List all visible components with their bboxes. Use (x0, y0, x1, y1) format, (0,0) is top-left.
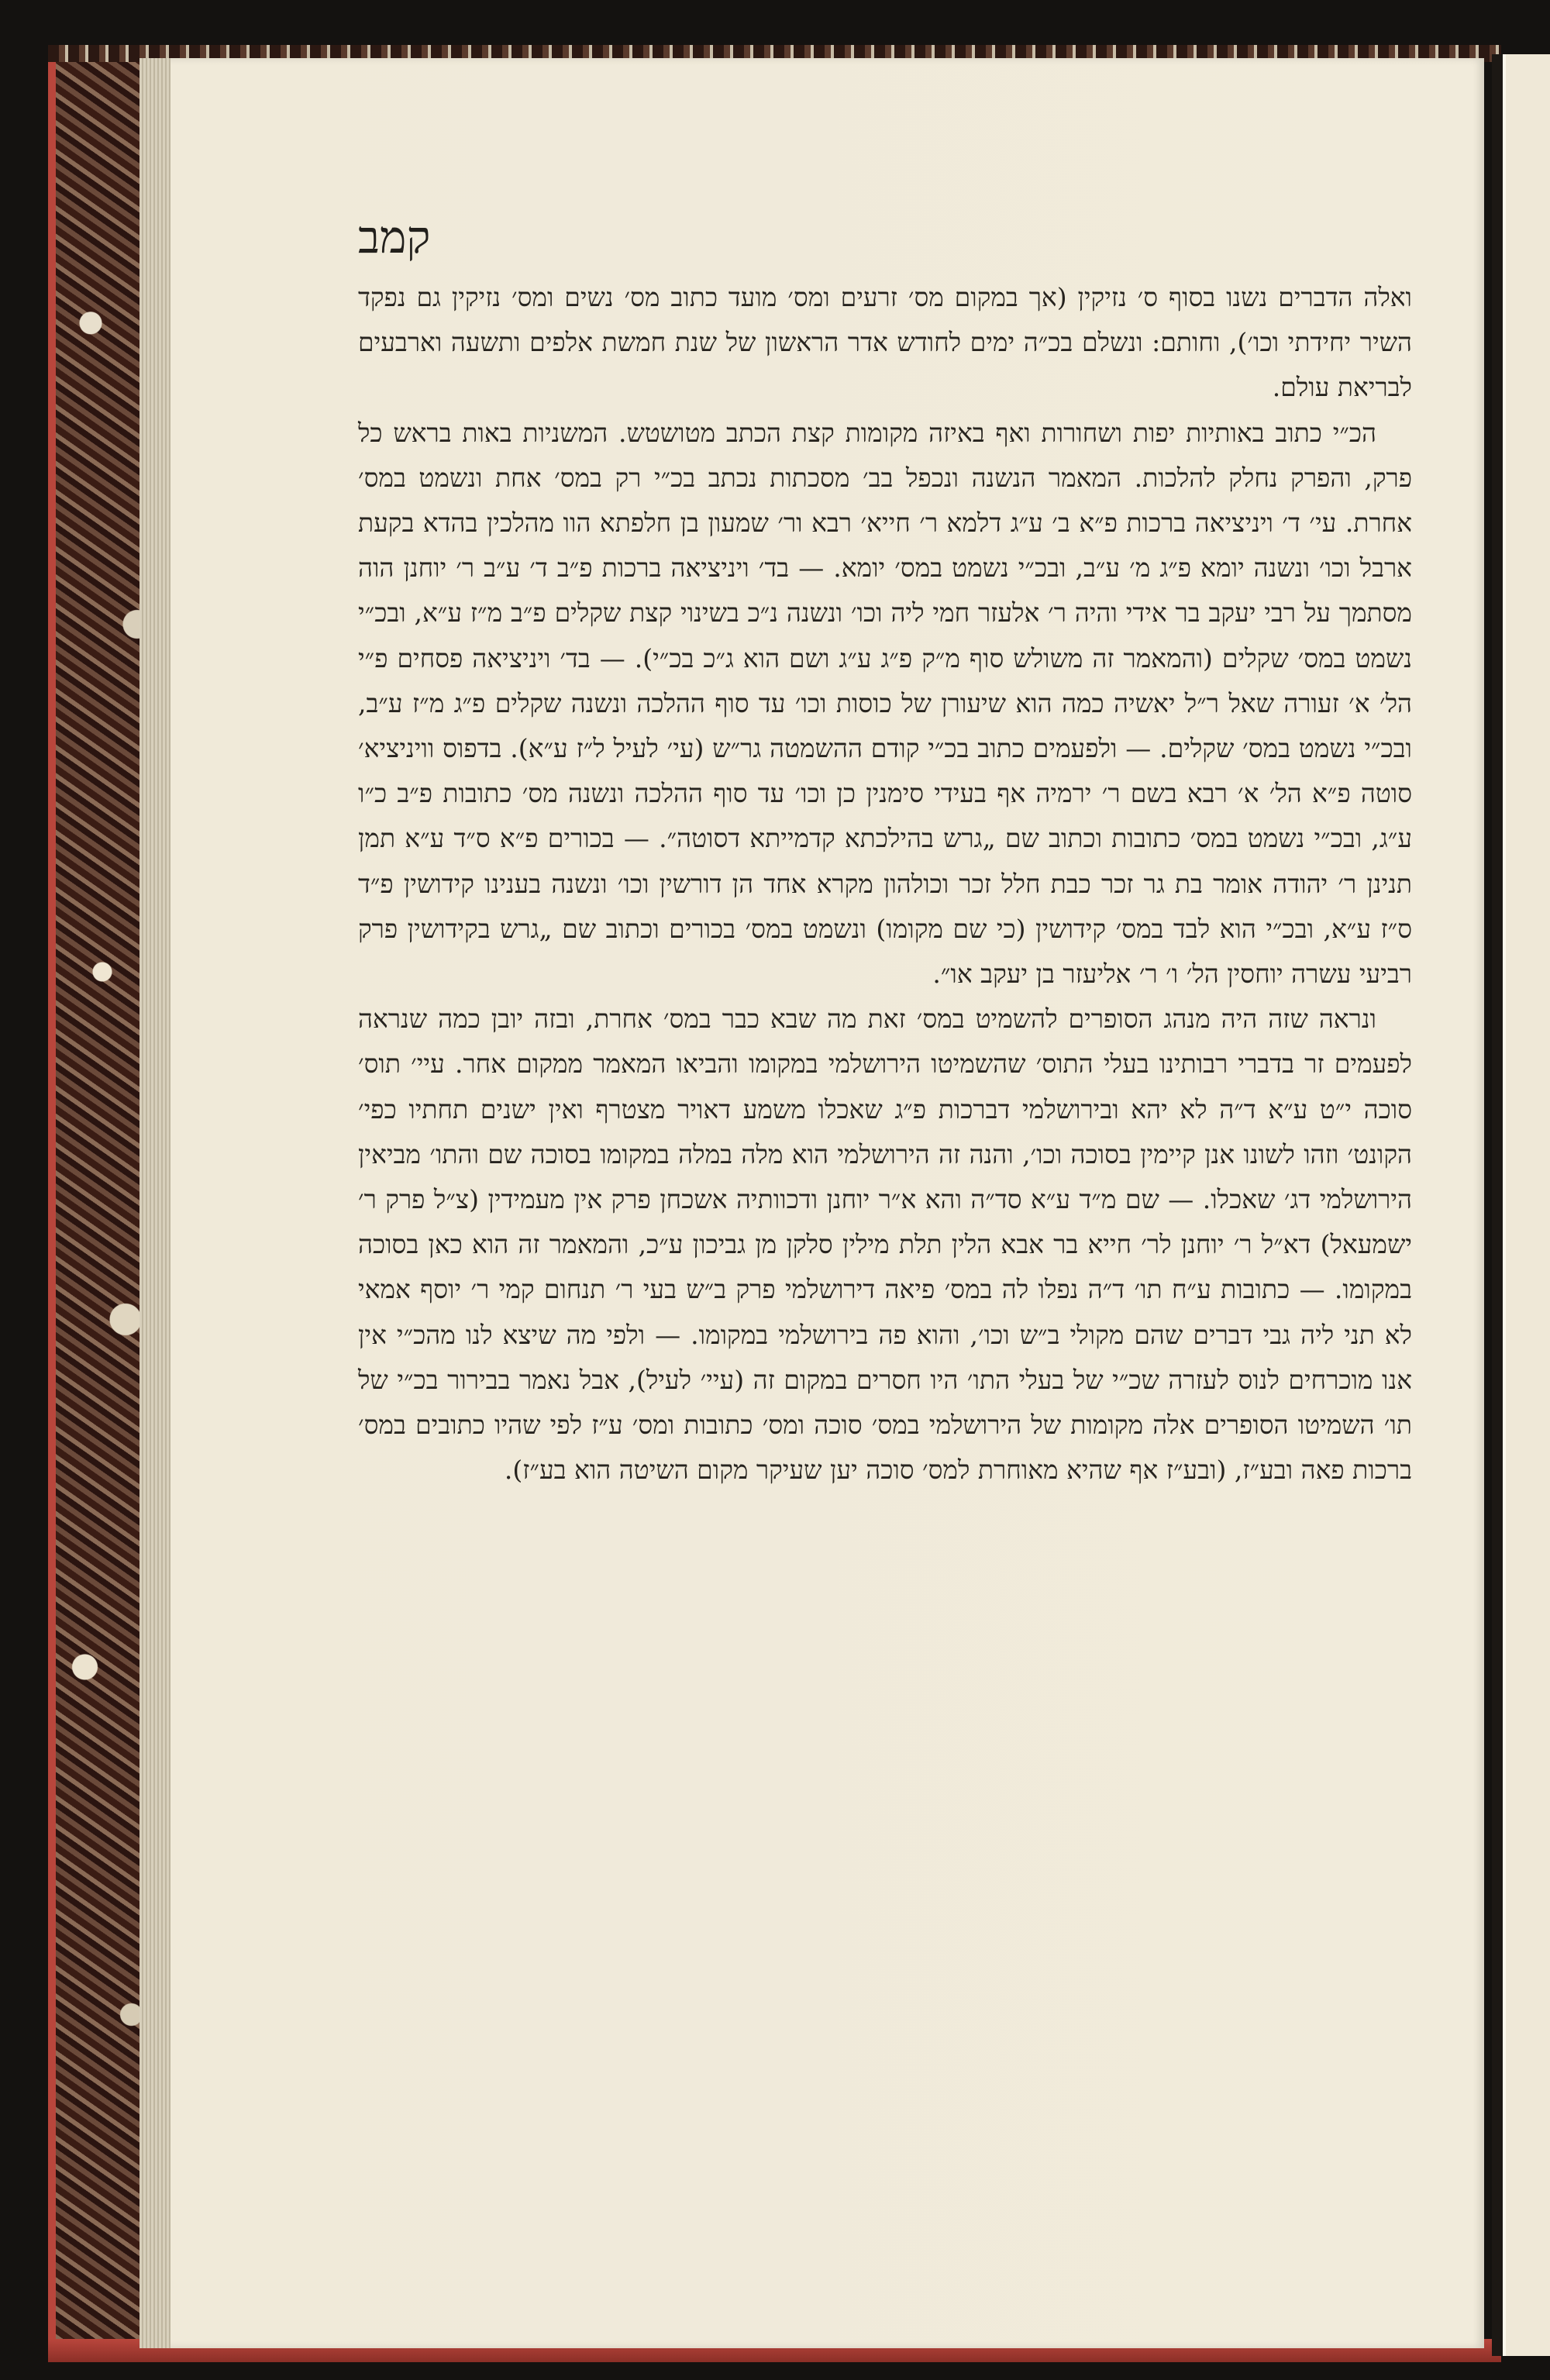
paragraph-3: ונראה שזה היה מנהג הסופרים להשמיט במס׳ זאת מה שבא כבר במס׳ אחרת, ובזה יובן כמה שנראה לפעמים זר בדברי רבותינו בעלי התוס׳ שהשמיטו הירושלמי במקומו והביאו המאמר ממקום אחר. עיי׳ תוס׳ סוכה י״ט ע״א ד״ה לא יהא ובירושלמי דברכות פ״ג שאכלו משמע דאויר מצטרף ואין ישנים תחתיו כפי׳ הקונט׳ וזהו לשונו אנן קיימין בסוכה וכו׳, והנה זה הירושלמי הוא מלה במלה במקומו בסוכה שם והתו׳ מביאין הירושלמי דג׳ שאכלו. — שם מ״ד ע״א סד״ה והא א״ר יוחנן ודכוותיה אשכחן פרק אין מעמידין (צ״ל פרק ר׳ ישמעאל) דא״ל ר׳ יוחנן לר׳ חייא בר אבא הלין תלת מילין סלקן מן גביכון ע״כ, והמאמר זה הוא כאן בסוכה במקומו. — כתובות ע״ח תו׳ ד״ה נפלו לה במס׳ פיאה דירושלמי פרק ב״ש בעי ר׳ תנחום קמי ר׳ יוסף אמאי לא תני ליה גבי דברים שהם מקולי ב״ש וכו׳, והוא פה בירושלמי במקומו. — ולפי מה שיצא לנו מהכ״י אין אנו מוכרחים לנוס לעזרה שכ״י של בעלי התו׳ היו חסרים במקום זה (עיי׳ לעיל), אבל נאמר בבירור בכ״י של תו׳ השמיטו הסופרים אלה מקומות של הירושלמי במס׳ סוכה ומס׳ כתובות ומס׳ ע״ז לפי שהיו כתובים במס׳ ברכות פאה ובע״ז, (ובע״ז אף שהיא מאוחרת למס׳ סוכה יען שעיקר מקום השיטה הוא בע״ז). (358, 1004, 1412, 1486)
page-stack-edges (140, 58, 170, 2348)
paragraph-2: הכ״י כתוב באותיות יפות ושחורות ואף באיזה מקומות קצת הכתב מטושטש. המשניות באות בראש כל פרק, והפרק נחלק להלכות. המאמר הנשנה ונכפל בב׳ מסכתות נכתב בכ״י רק במס׳ אחת ונשמט במס׳ אחרת. עי׳ ד׳ ויניציאה ברכות פ״א ב׳ ע״ג דלמא ר׳ חייא׳ רבא ור׳ שמעון בן חלפתא הוו מהלכין בהדא בקעת ארבל וכו׳ ונשנה יומא פ״ג מ׳ ע״ב, ובכ״י נשמט במס׳ יומא. — בד׳ ויניציאה ברכות פ״ב ד׳ ע״ב ר׳ יוחנן הוה מסתמך על רבי יעקב בר אידי והיה ר׳ אלעזר חמי ליה וכו׳ ונשנה נ״כ בשינוי קצת שקלים פ״ב מ״ז ע״א, ובכ״י נשמט במס׳ שקלים (והמאמר זה משולש סוף מ״ק פ״ג ע״ג ושם הוא ג״כ בכ״י). — בד׳ ויניציאה פסחים פ״י הל׳ א׳ זעורה שאל ר״ל יאשיה כמה הוא שיעורן של כוסות וכו׳ עד סוף ההלכה ונשנה שקלים פ״ג מ״ז ע״ב, ובכ״י נשמט במס׳ שקלים. — ולפעמים כתוב בכ״י קודם ההשמטה גר״ש (עי׳ לעיל ל״ז ע״א). בדפוס וויניציא׳ סוטה פ״א הל׳ א׳ רבא בשם ר׳ ירמיה אף בעידי סימנין כן וכו׳ עד סוף ההלכה ונשנה מס׳ כתובות פ״ב כ״ו ע״ג, ובכ״י נשמט במס׳ כתובות וכתוב שם „גרש בהילכתא קדמייתא דסוטה״. — בכורים פ״א ס״ד ע״א תמן תנינן ר׳ יהודה אומר בת גר זכר כבת חלל זכר וכולהון מקרא אחד הן דורשין וכו׳ ונשנה בענינו קידושין פ״ד ס״ז ע״א, ובכ״י הוא לבד במס׳ קידושין (כי שם מקומו) ונשמט במס׳ בכורים וכתוב שם „גרש בקידושין פרק רביעי עשרה יוחסין הל׳ ו׳ ר׳ אליעזר בן יעקב או״. (358, 417, 1412, 990)
page-text (358, 275, 1412, 1493)
page-number: קמב (358, 211, 431, 263)
paragraph-1: ואלה הדברים נשנו בסוף ס׳ נזיקין (אך במקום מס׳ זרעים ומס׳ מועד כתוב מס׳ נשים ומס׳ נזיקין גם נפקד השיר יחידתי וכו׳), וחותם: ונשלם בכ״ה ימים לחודש אדר הראשון של שנת חמשת אלפים ותשעה וארבעים לבריאת עולם. (358, 282, 1412, 403)
next-page-sliver (1492, 54, 1550, 2356)
